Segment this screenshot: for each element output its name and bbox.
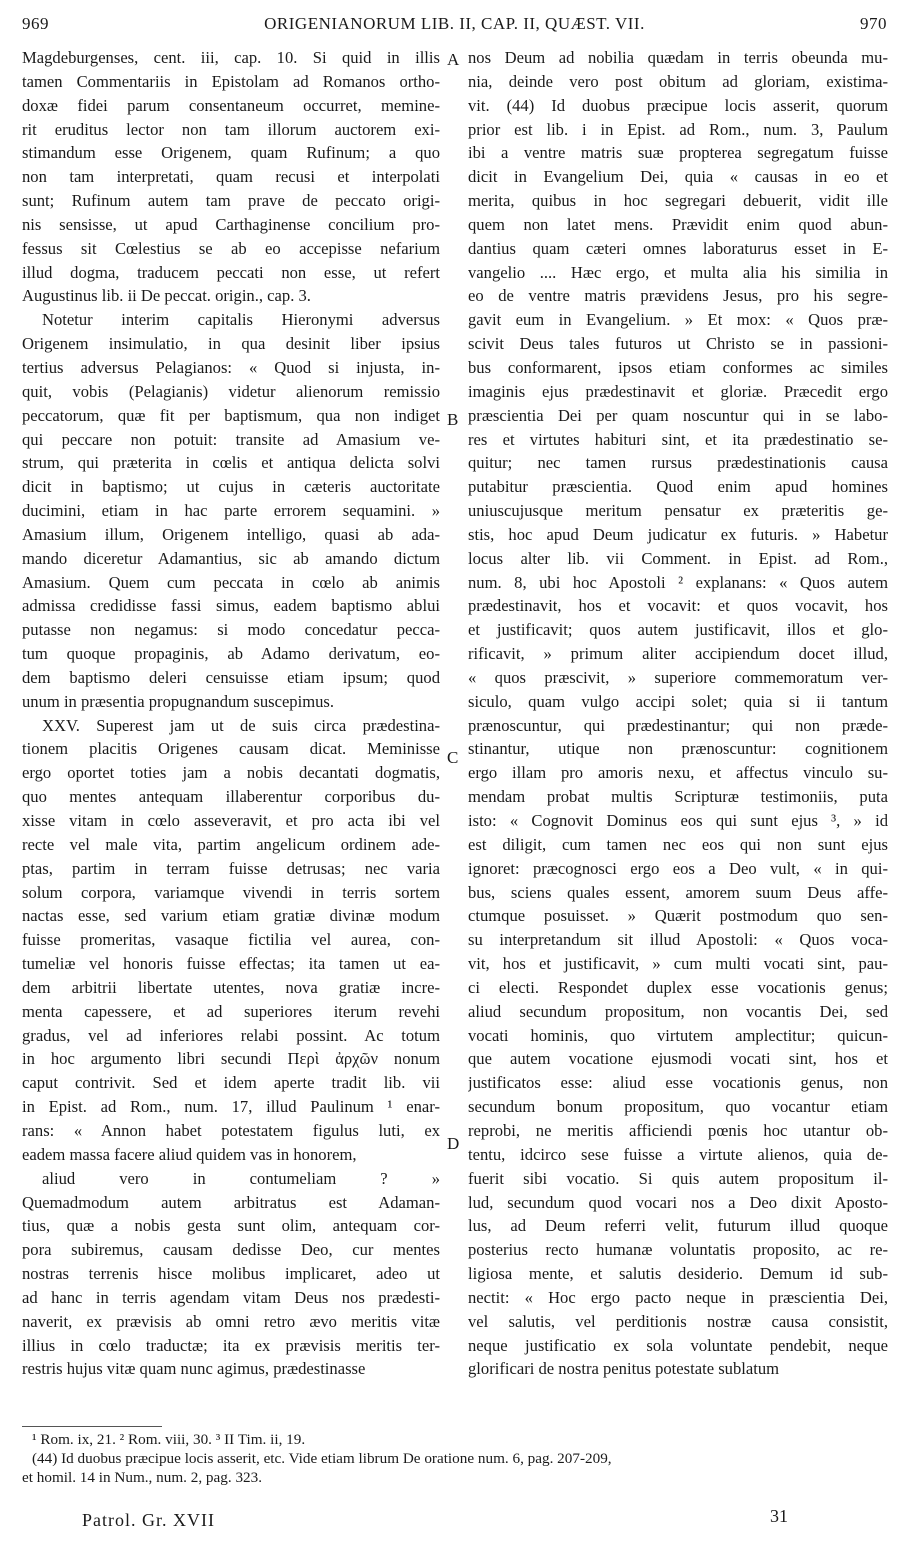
text-line: quitur; nec tamen rursus prædestinationis causa: [468, 453, 888, 473]
page-header: [22, 14, 887, 40]
text-line: tius, quæ a nobis gesta sunt olim, antequam cor-: [22, 1216, 440, 1236]
text-line: rificavit, » primum aliter accipiendum docet illud,: [468, 644, 888, 664]
text-line: xisse vitam in cœlo asseveravit, et pro acta ibi vel: [22, 811, 440, 830]
text-line: ergo oportet toties jam a nobis decantati dogmatis,: [22, 763, 440, 783]
text-line: illud dogma, traducem peccati non esse, ut refert: [22, 262, 440, 282]
text-line: dicit in baptismo; ut cujus in cæteris auctoritate: [22, 477, 440, 497]
text-line: stis, hoc apud Deum judicatur ex futuris. » Habetur: [468, 524, 888, 544]
text-line: pora subiremus, causam dedisse Deo, cur mentes: [22, 1240, 440, 1260]
text-line: justificatos esse: aliud esse vocationis genus, non: [468, 1073, 888, 1093]
text-line: rit eruditus lector non tam illorum auctorem exi-: [22, 119, 440, 139]
text-line: sunt; Rufinum autem tam prave de peccato origi-: [22, 191, 440, 211]
text-line: naverit, ex prævisis ab omni retro ævo meritis vitæ: [22, 1311, 440, 1331]
text-line: eo de ventre matris prævidens Jesus, pro his segre-: [468, 286, 888, 306]
text-line: isto: « Cognovit Dominus eos qui sunt ejus ³, » id: [468, 811, 888, 830]
page-number-left: 969: [22, 14, 49, 33]
text-line: nos Deum ad nobilia quædam in terris obeunda mu-: [468, 48, 888, 67]
text-line: Amasium illum, Origenem intelligo, quasi ab ada-: [22, 524, 440, 544]
text-line: prædestinavit, hos et vocavit: et quos vocavit, hos: [468, 596, 888, 616]
text-line: tertius adversus Pelagianos: « Quod si injusta, in-: [22, 357, 440, 377]
commentary-note-line-2: et homil. 14 in Num., num. 2, pag. 323.: [22, 1469, 263, 1486]
text-line: Augustinus lib. ii De peccat. origin., cap. 3.: [22, 286, 311, 306]
text-line: reprobi, ne meritis afficiendi pœnis hoc utantur ob-: [468, 1120, 888, 1140]
text-line: tamen Commentariis in Epistolam ad Romanos ortho-: [22, 71, 440, 91]
text-line: res et virtutes habituri sint, et ita prædestinatio se-: [468, 429, 888, 449]
text-line: ergo illam pro amoris nexu, et affectus vinculo su-: [468, 763, 888, 783]
text-line: ignoret: præcognosci ergo eos a Deo vult, « in qui-: [468, 858, 888, 878]
sheet-number: 31: [770, 1506, 788, 1526]
text-line: quit, vobis (Pelagianis) videtur alienorum remissio: [22, 381, 440, 401]
text-line: recte vel male vita, partim angelicum ordinem ade-: [22, 834, 440, 854]
right-column: [468, 46, 888, 1381]
text-line: su interpretandum sit illud Apostoli: « Quos voca-: [468, 930, 888, 950]
text-line: locus alter lib. vii Comment. in Epist. ad Rom.,: [468, 548, 888, 568]
text-line: bus conformarent, ipsos etiam conformes ac similes: [468, 357, 888, 377]
text-line: aliud secundum propositum, non vocantis Dei, sed: [468, 1001, 888, 1021]
text-line: admissa credidisse fassi simus, eadem baptismo ablui: [22, 596, 440, 616]
text-line: rans: « Annon habet potestatem figulus luti, ex: [22, 1120, 440, 1140]
text-line: strum, qui præterita in cœlis et antiqua delicta solvi: [22, 453, 440, 473]
text-line: fuisse promeritas, vasaque fictilia vel aurea, con-: [22, 930, 440, 950]
text-line: lud, secundum quod vocari nos a Deo dixit Aposto-: [468, 1192, 888, 1212]
text-line: ad hanc in terris agendam vitam Deus nos prædesti-: [22, 1287, 440, 1307]
text-line: quem non latet mens. Prævidit enim quod abun-: [468, 214, 888, 234]
text-line: ptas, partim in terram fuisse detrusas; nec varia: [22, 858, 440, 878]
scripture-footnotes: ¹ Rom. ix, 21. ² Rom. viii, 30. ³ II Tim. ii, 19.: [32, 1431, 306, 1448]
text-line: præscientia Dei per quam noscuntur qui in se labo-: [468, 405, 888, 425]
text-line: ibi a ventre matris suæ propterea segregatum fuisse: [468, 143, 888, 163]
footnote-rule: [22, 1426, 162, 1427]
text-line: unum in præsentia propugnandum suscepimus.: [22, 691, 335, 711]
margin-marker-c: C: [447, 748, 459, 767]
text-line: Notetur interim capitalis Hieronymi adversus: [42, 310, 440, 330]
text-line: ligiosa mente, et salutis desiderio. Demum id sub-: [468, 1264, 888, 1284]
text-line: tionem placitis Origenes causam dicat. Meminisse: [22, 739, 440, 759]
text-line: prænoscuntur, qui prædestinantur; qui non præde-: [468, 715, 888, 735]
text-line: solum corpora, variamque vivendi in terris sortem: [22, 882, 440, 902]
text-line: glorificari de nostra penitus potestate sublatum: [468, 1359, 780, 1379]
text-line: merita, quibus in hoc segregari debuerit, vidit ille: [468, 191, 888, 211]
text-line: fuerit sibi vocatio. Si quis autem propositum il-: [468, 1168, 888, 1188]
text-line: bus, sciens quales essent, amorem suum Deus affe-: [468, 882, 888, 902]
text-line: eadem massa facere aliud quidem vas in honorem,: [22, 1144, 357, 1164]
text-line: Origenem insimulatio, in qua desinit liber ipsius: [22, 334, 440, 354]
text-line: nostras terrenis hisce molibus implicaret, adeo ut: [22, 1264, 440, 1284]
text-line: posterius recto humanæ voluntatis proposito, ac re-: [468, 1240, 888, 1260]
text-line: restris hujus vitæ quam nunc agimus, prædestinasse: [22, 1359, 366, 1379]
text-line: fessus sit Cœlestius se ab eo accepisse nefarium: [22, 238, 440, 258]
text-line: vangelio .... Hæc ergo, et multa alia his similia in: [468, 262, 888, 282]
text-line: in hoc argumento libri secundi Περὶ ἀρχῶν nonum: [22, 1049, 440, 1069]
text-line: non tam interpretati, quam recusi et interpolati: [22, 167, 440, 187]
footnotes-area: [22, 1430, 892, 1487]
text-line: siculo, quam vulgo accipi solet; quia si ii tantum: [468, 691, 888, 711]
text-line: menta capessere, et ad superiores iterum revehi: [22, 1001, 440, 1021]
text-line: num. 8, ubi hoc Apostoli ² explanans: « Quos autem: [468, 572, 888, 592]
text-line: dantius quam cæteri omnes laboraturus esset in E-: [468, 238, 888, 258]
margin-marker-a: A: [447, 50, 460, 69]
text-line: gradus, vel ad inferiores relabi possint. Ac totum: [22, 1025, 440, 1045]
text-line: peccatorum, quæ fit per baptismum, qua non indiget: [22, 405, 440, 425]
text-line: et justificavit; quos autem justificavit, illos et glo-: [468, 620, 888, 640]
text-line: secundum bonum propositum, quo vocantur etiam: [468, 1097, 888, 1117]
text-line: caput contrivit. Sed et idem aperte tradit lib. vii: [22, 1073, 440, 1093]
margin-marker-d: D: [447, 1134, 460, 1153]
text-line: Amasium. Quem cum peccata in cœlo ab animis: [22, 572, 440, 592]
text-line: nia, deinde vero post obitum ad gloriam, existima-: [468, 71, 888, 91]
text-line: imaginis ejus prædestinavit et gloriæ. Præcedit ergo: [468, 381, 888, 401]
text-line: gavit eum in Evangelium. » Et mox: « Quos præ-: [468, 310, 888, 330]
text-line: vit, hos et justificavit, » cum multi vocati sint, pau-: [468, 954, 888, 974]
text-line: « quos præscivit, » superiore commemoratum ver-: [468, 667, 888, 687]
text-line: putabitur præscientia. Quod enim apud homines: [468, 477, 888, 497]
text-line: in Epist. ad Rom., num. 17, illud Paulinum ¹ enar-: [22, 1097, 440, 1117]
text-line: mendam probat multis Scripturæ testimoniis, puta: [468, 787, 888, 807]
text-line: doxæ fidei parum consentaneum occurret, meminе-: [22, 95, 440, 115]
text-line: Magdeburgenses, cent. iii, cap. 10. Si quid in illis: [22, 48, 440, 67]
series-footer: Patrol. Gr. XVII: [82, 1510, 215, 1530]
text-line: nactas esse, sed varium etiam gratiæ divinæ modum: [22, 906, 440, 926]
text-line: tentu, idcirco sese fuisse a virtute alienos, quia de-: [468, 1144, 888, 1164]
running-title: ORIGENIANORUM LIB. II, CAP. II, QUÆST. VII.: [264, 14, 645, 33]
left-column: [22, 46, 440, 1381]
text-line: vocati hominis, quo virtutem amplectitur; quicun-: [468, 1025, 888, 1045]
text-line: ci electi. Respondet duplex esse vocationis genus;: [468, 977, 888, 997]
text-line: aliud vero in contumeliam ? »: [42, 1168, 440, 1188]
text-line: vel salutis, vel perditionis nostræ causa consistit,: [468, 1311, 888, 1331]
text-line: ducimini, etiam in hac parte errorem sequamini. »: [22, 501, 440, 521]
text-line: illius in cœlo traductæ; ita ex prævisis meritis ter-: [22, 1335, 440, 1355]
text-line: Quemadmodum autem arbitratus est Adaman-: [22, 1192, 440, 1212]
text-line: putasse non negamus: si modo concedatur pecca-: [22, 620, 440, 640]
text-line: nectit: « Hoc ergo pacto neque in præscientia Dei,: [468, 1287, 888, 1307]
margin-marker-b: B: [447, 410, 459, 429]
text-line: tum quoque propaginis, ab Adamo derivatum, eo-: [22, 644, 440, 664]
text-line: que autem vocatione ejusmodi vocati sint, hos et: [468, 1049, 888, 1069]
text-line: lus, ad Deum referri velit, futurum illud quoque: [468, 1216, 888, 1236]
text-line: dem arbitrii libertate utentes, nova gratiæ incre-: [22, 977, 440, 997]
text-line: dicit in Evangelium Dei, quia « causas in eo et: [468, 167, 888, 187]
text-line: qui peccare non potuit: transite ad Amasium ve-: [22, 429, 440, 449]
text-line: uniuscujusque meritum pensatur ex præteritis ge-: [468, 501, 888, 521]
text-line: stimandum esse Origenem, quam Rufinum; a quo: [22, 143, 440, 163]
text-line: dem baptismo deleri censuisse etiam ipsum; quod: [22, 667, 440, 687]
text-line: nis sensisse, ut apud Carthaginense concilium pro-: [22, 214, 440, 234]
text-line: XXV. Superest jam ut de suis circa prædestina-: [42, 715, 440, 735]
text-line: est diligit, cum tamen nec eos qui non sunt ejus: [468, 834, 888, 854]
text-line: vit. (44) Id duobus præcipue locis asserit, quorum: [468, 95, 888, 115]
page-number-right: 970: [860, 14, 887, 33]
text-line: quo mentes antequam illaberentur corporibus du-: [22, 787, 440, 807]
text-line: scivit Deus tales futuros ut Christo se in passioni-: [468, 334, 888, 354]
text-line: neque justificatio ex sola voluntate pendebit, neque: [468, 1335, 888, 1355]
text-line: ctumque posuisset. » Quærit postmodum quo sen-: [468, 906, 888, 926]
text-line: stinantur, utique non prænoscuntur: cognitionem: [468, 739, 888, 759]
text-line: tumeliæ vel honoris fuisse effectas; ita tamen ut ea-: [22, 954, 440, 974]
text-line: mando diceretur Adamantius, sic ab amando dictum: [22, 548, 440, 568]
commentary-note-line-1: (44) Id duobus præcipue locis asserit, etc. Vide etiam librum De oratione num. 6, pag. 207-209,: [32, 1450, 612, 1467]
text-line: prior est lib. i in Epist. ad Rom., num. 3, Paulum: [468, 119, 888, 139]
